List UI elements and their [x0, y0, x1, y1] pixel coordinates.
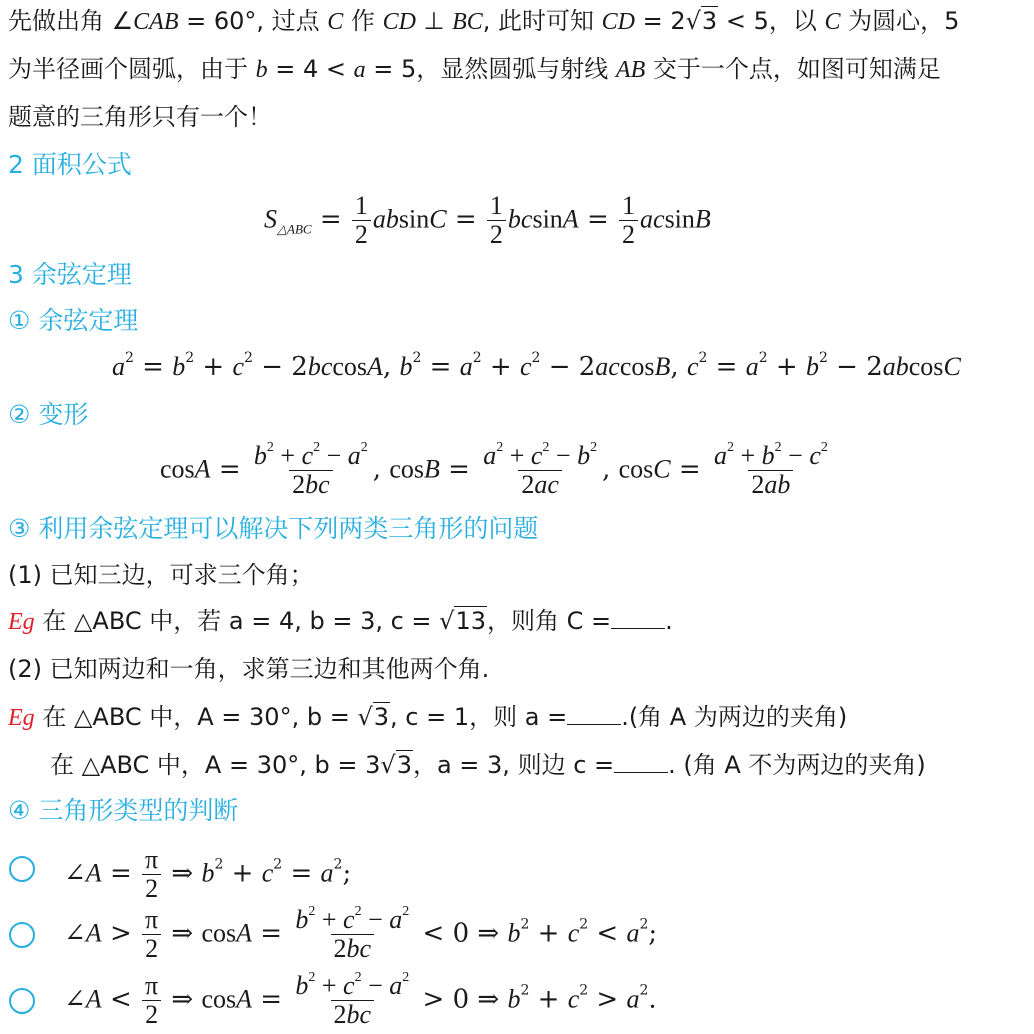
intro-line-1: 先做出角 ∠CAB = 60°, 过点 C 作 CD ⊥ BC, 此时可知 CD = 2√3 < 5，以 C 为圆心，5 [8, 7, 960, 35]
answer-blank [614, 750, 668, 773]
answer-blank [567, 702, 621, 725]
section-area-title: 2 面积公式 [8, 150, 132, 179]
eg-label: Eg [8, 609, 35, 635]
eg-label: Eg [8, 705, 35, 731]
circle-bullet-icon [9, 922, 35, 948]
intro-line-3: 题意的三角形只有一个！ [8, 103, 272, 131]
subsection-triangle-type: ④ 三角形类型的判断 [8, 796, 239, 825]
area-formula: $S_{\triangle ABC}$ = $\frac{1}{2}$ absinC = $\frac{1}{2}$ bcsinA = $\frac{1}{2}$ acsinB [264, 191, 711, 249]
cosine-law-formula: $a^2 = b^2 + c^2 - 2bccosA$, $b^2 = a^2 + c^2 - 2accosB$, $c^2 = a^2 + b^2 - 2abcosC$ [112, 350, 961, 382]
case-2: (2) 已知两边和一角，求第三边和其他两个角. [8, 655, 490, 683]
subsection-applications: ③ 利用余弦定理可以解决下列两类三角形的问题 [8, 514, 539, 543]
answer-blank [611, 606, 665, 629]
subsection-transform: ② 变形 [8, 400, 89, 429]
obtuse-angle-condition: ∠A > $\frac{\pi}{2}$ ⇒ cosA = $\frac{b^2 + c^2 - a^2}{2bc}$ < 0 ⇒ $b^2 + c^2 < a^2$; [64, 904, 658, 963]
example-2: Eg 在 △ABC 中，A = 30°, b = √3, c = 1，则 a = .(角 A 为两边的夹角) [8, 703, 848, 731]
cosine-transform-formula: cosA = $\frac{b^2 + c^2 - a^2}{2bc}$ , cosB = $\frac{a^2 + c^2 - b^2}{2ac}$ , cosC = $\frac{a^2 + b^2 - c^2}{2ab}$ [160, 440, 828, 499]
section-cosine-title: 3 余弦定理 [8, 260, 132, 289]
example-3: 在 △ABC 中，A = 30°, b = 3√3，a = 3, 则边 c = . (角 A 不为两边的夹角) [50, 751, 926, 779]
circle-bullet-icon [9, 988, 35, 1014]
acute-angle-condition: ∠A < $\frac{\pi}{2}$ ⇒ cosA = $\frac{b^2 + c^2 - a^2}{2bc}$ > 0 ⇒ $b^2 + c^2 > a^2$. [64, 970, 657, 1029]
intro-line-2: 为半径画个圆弧，由于 b = 4 < a = 5，显然圆弧与射线 AB 交于一个点，如图可知满足 [8, 55, 941, 83]
right-angle-condition: ∠A = $\frac{\pi}{2}$ ⇒ $b^2 + c^2 = a^2$; [64, 845, 352, 903]
subsection-cosine-law: ① 余弦定理 [8, 306, 139, 335]
circle-bullet-icon [9, 856, 35, 882]
case-1: (1) 已知三边，可求三个角； [8, 561, 314, 589]
example-1: Eg 在 △ABC 中，若 a = 4, b = 3, c = √13，则角 C = . [8, 607, 673, 635]
